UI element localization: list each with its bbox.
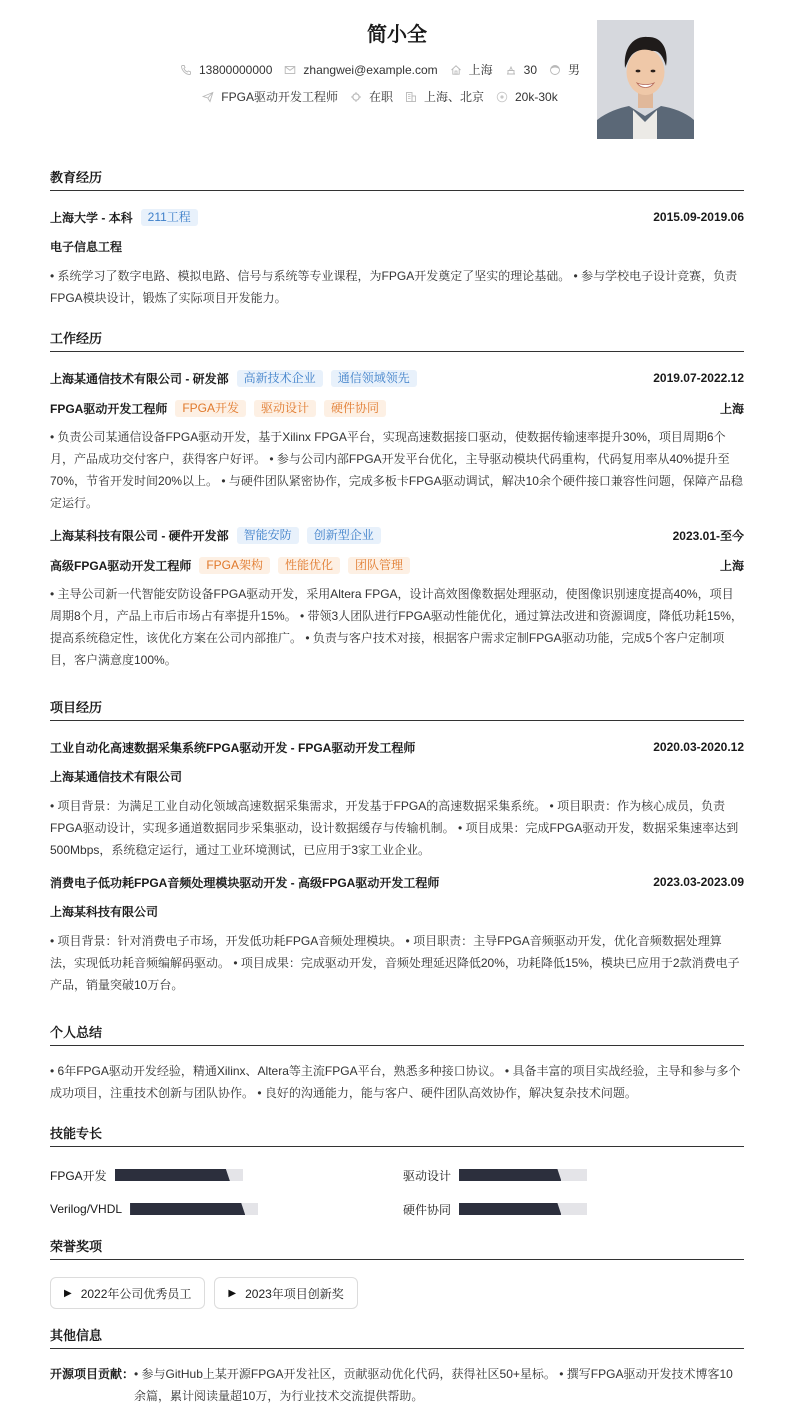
project-name: 工业自动化高速数据采集系统FPGA驱动开发 - FPGA驱动开发工程师	[50, 740, 416, 755]
job-status-item	[350, 88, 393, 105]
candidate-name: 简小全	[367, 24, 427, 46]
expected-salary-value: 20k-30k	[515, 89, 558, 104]
home-icon	[450, 64, 462, 76]
skill-bar-fill	[130, 1203, 245, 1215]
other-title: 其他信息	[50, 1328, 744, 1349]
role-title: 高级FPGA驱动开发工程师	[50, 558, 192, 573]
project-company: 上海某通信技术有限公司	[50, 770, 183, 784]
send-icon	[202, 91, 214, 103]
salary-icon	[496, 91, 508, 103]
role-tag: FPGA开发	[175, 400, 246, 417]
contact-row	[130, 61, 630, 78]
company-tag: 高新技术企业	[237, 370, 323, 387]
profile-photo	[597, 20, 694, 139]
school-tag: 211工程	[141, 209, 198, 226]
skill-bar	[115, 1169, 243, 1181]
resume-header	[50, 0, 744, 150]
project-description: • 项目背景：针对消费电子市场，开发低功耗FPGA音频处理模块。 • 项目职责：主导FPGA音频驱动开发，优化音频数据处理算法，实现低功耗音频编解码驱动。 • 项目成果：完成驱动开发，音频处理延迟降低20%，功耗降低15%，模块已应用于2款消费电子产品，销量突破10万台。	[50, 934, 740, 992]
other-section	[50, 1328, 744, 1407]
age-value: 30	[523, 62, 538, 77]
awards-section	[50, 1239, 744, 1309]
project-header-row	[50, 872, 744, 892]
skill-bar-fill	[459, 1203, 561, 1215]
role-title: FPGA驱动开发工程师	[50, 401, 168, 416]
gender-value: 男	[568, 63, 581, 77]
project-name: 消费电子低功耗FPGA音频处理模块驱动开发 - 高级FPGA驱动开发工程师	[50, 875, 440, 890]
project-entry	[50, 737, 744, 861]
phone-item	[180, 63, 272, 77]
summary-section	[50, 1025, 744, 1104]
age-icon	[505, 64, 517, 76]
residence-item	[450, 61, 493, 78]
triangle-right-icon: ▶	[228, 1287, 237, 1299]
gender-item	[549, 61, 580, 78]
work-title: 工作经历	[50, 331, 744, 352]
award-label: 2022年公司优秀员工	[80, 1286, 192, 1301]
project-header-row	[50, 737, 744, 757]
work-entry	[50, 525, 744, 671]
portrait-illustration	[597, 20, 694, 139]
building-icon	[405, 91, 417, 103]
role-tag: FPGA架构	[199, 557, 270, 574]
status-icon	[350, 91, 362, 103]
skill-item	[50, 1199, 403, 1219]
target-city-value: 上海、北京	[423, 90, 484, 104]
education-entry	[50, 207, 744, 309]
target-position-item	[202, 88, 338, 105]
phone-value: 13800000000	[198, 62, 273, 77]
company-tag: 通信领域领先	[331, 370, 417, 387]
email-value: zhangwei@example.com	[303, 62, 438, 77]
education-title: 教育经历	[50, 170, 744, 191]
award-label: 2023年项目创新奖	[245, 1286, 344, 1301]
skill-name: Verilog/VHDL	[50, 1202, 123, 1216]
phone-icon	[180, 64, 192, 76]
other-text: • 参与GitHub上某开源FPGA开发社区，贡献驱动优化代码，获得社区50+星标。 • 撰写FPGA驱动开发技术博客10余篇，累计阅读量超10万，为行业技术交流提供帮助。	[134, 1367, 733, 1403]
skill-item	[403, 1165, 744, 1185]
awards-title: 荣誉奖项	[50, 1239, 744, 1260]
work-company-row	[50, 525, 744, 545]
work-role-row	[50, 555, 744, 575]
company-tag: 创新型企业	[307, 527, 381, 544]
target-position-value: FPGA驱动开发工程师	[221, 90, 338, 104]
education-section	[50, 170, 744, 309]
job-status-value: 在职	[368, 90, 393, 104]
work-location: 上海	[719, 401, 744, 416]
summary-title: 个人总结	[50, 1025, 744, 1046]
project-company: 上海某科技有限公司	[50, 905, 159, 919]
education-description: • 系统学习了数字电路、模拟电路、信号与系统等专业课程，为FPGA开发奠定了坚实的理论基础。 • 参与学校电子设计竞赛，负责FPGA模块设计，锻炼了实际项目开发能力。	[50, 269, 738, 305]
work-entry	[50, 368, 744, 514]
work-period: 2019.07-2022.12	[653, 371, 744, 385]
award-item[interactable]	[214, 1277, 357, 1309]
skills-section	[50, 1126, 744, 1219]
project-period: 2023.03-2023.09	[653, 875, 744, 889]
award-item[interactable]	[50, 1277, 205, 1309]
company-tag: 智能安防	[237, 527, 299, 544]
projects-title: 项目经历	[50, 700, 744, 721]
age-item	[505, 63, 537, 77]
skills-title: 技能专长	[50, 1126, 744, 1147]
role-tag: 性能优化	[278, 557, 340, 574]
work-role-row	[50, 398, 744, 418]
awards-list	[50, 1277, 744, 1309]
major: 电子信息工程	[50, 240, 123, 254]
skill-bar	[459, 1203, 587, 1215]
work-description: • 负责公司某通信设备FPGA驱动开发，基于Xilinx FPGA平台，实现高速数据接口驱动，使数据传输速率提升30%，项目周期6个月，产品成功交付客户，获得客户好评。 • 参与公司内部FPGA开发平台优化，主导驱动模块代码重构，代码复用率从40%提升至70%，节省开发时间20%以上。 • 与硬件团队紧密协作，完成多板卡FPGA驱动调试，解决10余个硬件接口兼容性问题，保障产品稳定运行。	[50, 430, 743, 510]
skill-bar-fill	[459, 1169, 561, 1181]
gender-icon	[549, 64, 561, 76]
company-name: 上海某通信技术有限公司 - 研发部	[50, 371, 229, 386]
role-tag: 驱动设计	[254, 400, 316, 417]
school-name: 上海大学 - 本科	[50, 210, 133, 225]
role-tag: 团队管理	[348, 557, 410, 574]
skill-bar	[459, 1169, 587, 1181]
project-period: 2020.03-2020.12	[653, 740, 744, 754]
email-icon	[284, 64, 296, 76]
summary-description: • 6年FPGA驱动开发经验，精通Xilinx、Altera等主流FPGA平台，熟悉多种接口协议。 • 具备丰富的项目实战经验，主导和参与多个成功项目，注重技术创新与团队协作。 • 良好的沟通能力，能与客户、硬件团队高效协作，解决复杂技术问题。	[50, 1064, 741, 1100]
skill-item	[403, 1199, 744, 1219]
skill-bar-fill	[115, 1169, 230, 1181]
role-tag: 硬件协同	[324, 400, 386, 417]
work-description: • 主导公司新一代智能安防设备FPGA驱动开发，采用Altera FPGA，设计高效图像数据处理驱动，使图像识别速度提高40%，项目周期8个月，产品上市后市场占有率提升15%。 • 带领3人团队进行FPGA驱动性能优化，通过算法改进和资源调度，降低功耗15%，提高系统稳定性，该优化方案在公司内部推广。 • 负责与客户技术对接，根据客户需求定制FPGA驱动功能，完成5个客户定制项目，客户满意度100%。	[50, 587, 743, 667]
work-company-row	[50, 368, 744, 388]
residence-value: 上海	[468, 63, 493, 77]
work-section	[50, 331, 744, 671]
expected-salary-item	[496, 90, 558, 104]
other-item	[50, 1363, 744, 1407]
skill-name: FPGA开发	[50, 1168, 107, 1183]
job-intent-row	[130, 88, 630, 105]
email-item	[284, 63, 437, 77]
education-header-row	[50, 207, 744, 227]
education-period: 2015.09-2019.06	[653, 210, 744, 224]
skill-name: 驱动设计	[403, 1168, 452, 1183]
work-location: 上海	[719, 558, 744, 573]
project-entry	[50, 872, 744, 996]
company-name: 上海某科技有限公司 - 硬件开发部	[50, 528, 229, 543]
skill-item	[50, 1165, 403, 1185]
target-city-item	[405, 88, 484, 105]
other-label: 开源项目贡献：	[50, 1367, 135, 1381]
triangle-right-icon: ▶	[64, 1287, 72, 1299]
work-period: 2023.01-至今	[672, 528, 744, 543]
skill-bar	[130, 1203, 258, 1215]
projects-section	[50, 700, 744, 996]
skills-grid	[50, 1165, 744, 1219]
skill-name: 硬件协同	[403, 1202, 452, 1217]
project-description: • 项目背景：为满足工业自动化领域高速数据采集需求，开发基于FPGA的高速数据采集系统。 • 项目职责：作为核心成员，负责FPGA驱动设计，实现多通道数据同步采集驱动，设计数据缓存与传输机制。 • 项目成果：完成FPGA驱动开发，数据采集速率达到500Mbps，系统稳定运行，通过工业环境测试，已应用于3家工业企业。	[50, 799, 739, 857]
